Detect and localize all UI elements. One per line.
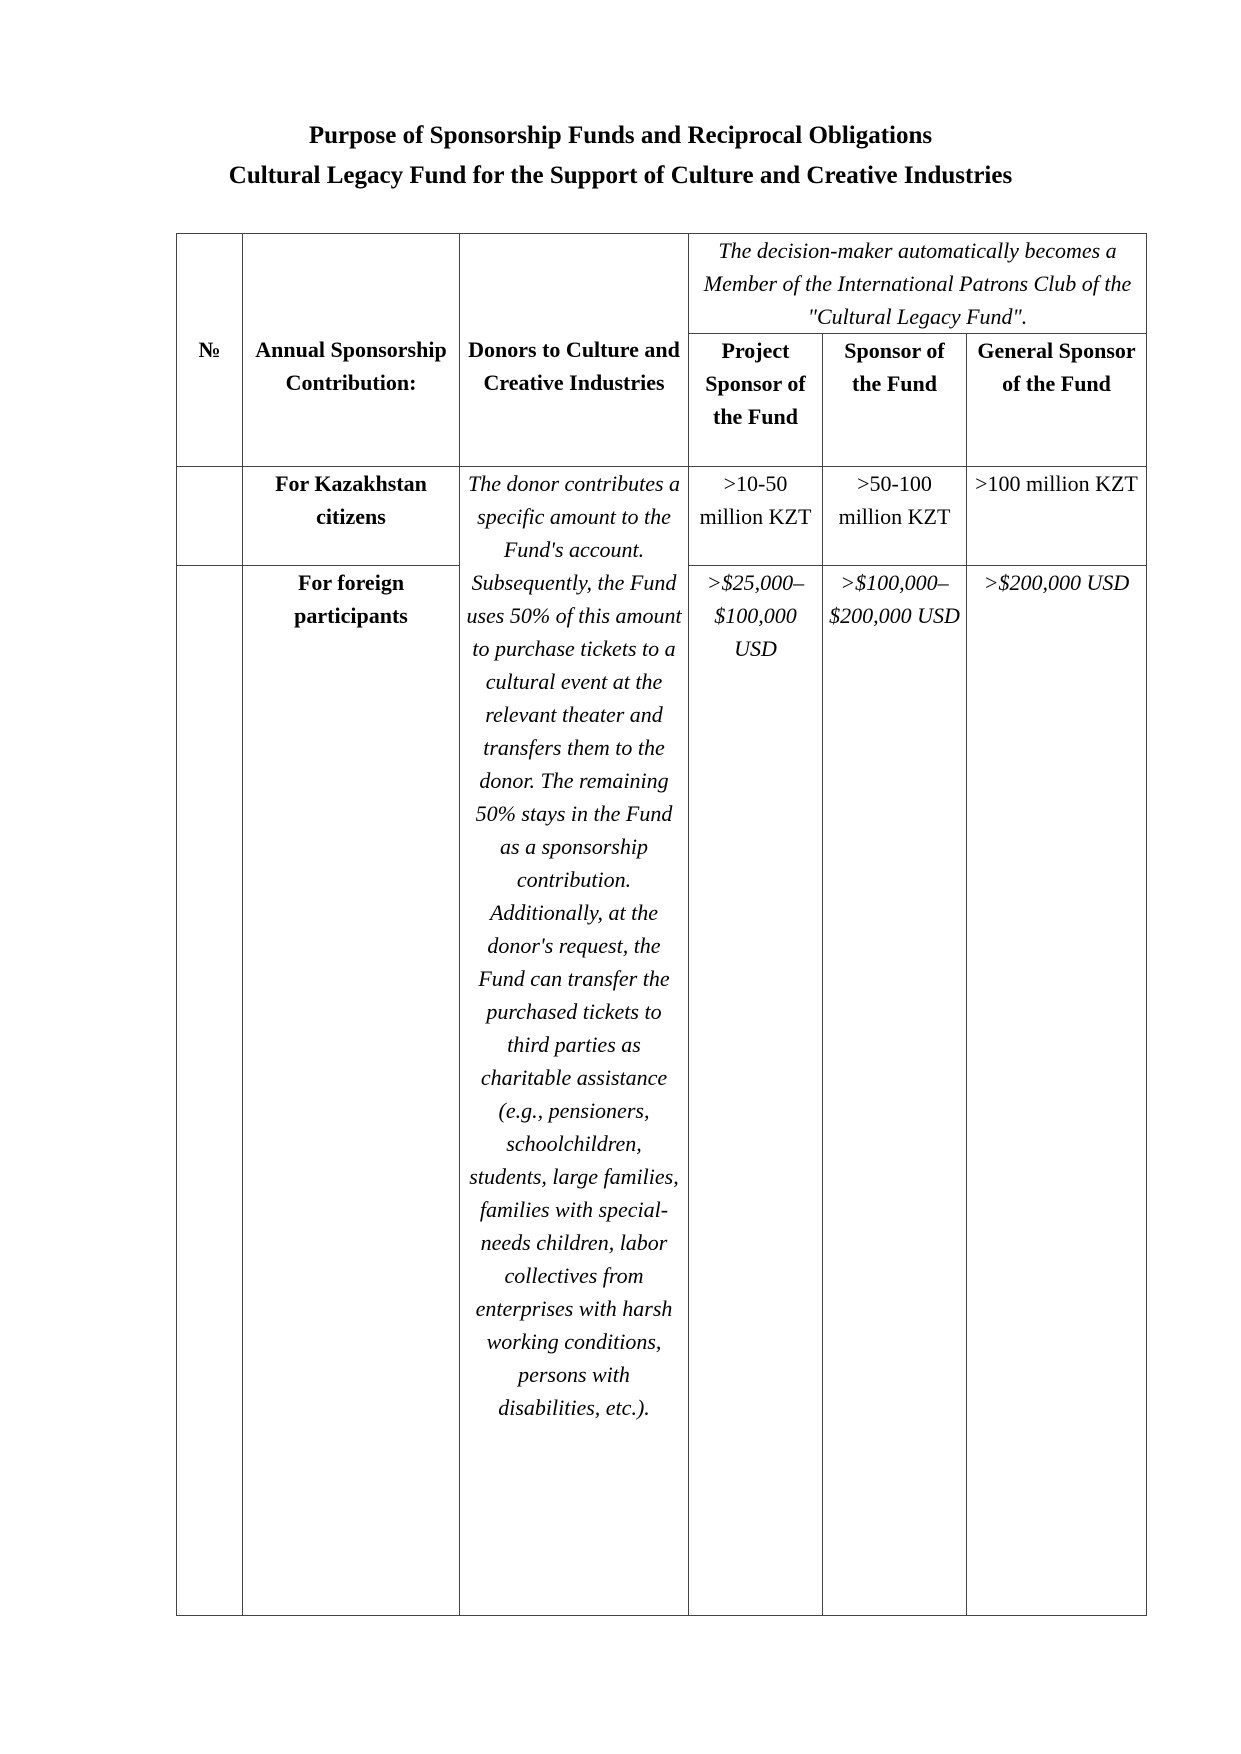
title-line-2: Cultural Legacy Fund for the Support of Culture and Creative Industries [228,162,1013,189]
row-number [177,566,243,1616]
row-label-foreign: For foreign participants [243,566,460,1616]
row-label-kazakhstan: For Kazakhstan citizens [243,467,460,566]
header-number-cell [177,234,243,467]
table-header-row-1 [177,234,1147,334]
table-row [177,467,1147,566]
header-annual-cell [243,234,460,467]
header-donors-cell [460,234,689,467]
kzt-sponsor-of-fund: >50-100 million KZT [823,467,967,566]
header-number: № [198,337,221,362]
usd-general-sponsor: >$200,000 USD [967,566,1147,1616]
kzt-general-sponsor: >100 million KZT [967,467,1147,566]
usd-project-sponsor: >$25,000–$100,000 USD [689,566,823,1616]
sponsorship-table [176,233,1147,1616]
header-general-sponsor: General Sponsor of the Fund [967,334,1147,467]
donor-description: The donor contributes a specific amount to the Fund's account. Subsequently, the Fund uses 50% of this amount to purchase tickets to a cultural event at the relevant theater and transfers them to the donor. The remaining 50% stays in the Fund as a sponsorship contribution. Additionally, at the donor's request, the Fund can transfer the purchased tickets to third parties as charitable assistance (e.g., pensioners, schoolchildren, students, large families, families with special-needs children, labor collectives from enterprises with harsh working conditions, persons with disabilities, etc.). [460,467,689,1616]
document-title [0,116,1241,196]
header-sponsor-of-fund: Sponsor of the Fund [823,334,967,467]
header-project-sponsor: Project Sponsor of the Fund [689,334,823,467]
row-number [177,467,243,566]
title-line-1: Purpose of Sponsorship Funds and Reciprocal Obligations [308,122,933,149]
header-donors: Donors to Culture and Creative Industries [468,337,680,395]
member-note: The decision-maker automatically becomes a Member of the International Patrons Club of the "Cultural Legacy Fund". [689,234,1147,334]
header-annual: Annual Sponsorship Contribution: [255,337,447,395]
kzt-project-sponsor: >10-50 million KZT [689,467,823,566]
usd-sponsor-of-fund: >$100,000–$200,000 USD [823,566,967,1616]
